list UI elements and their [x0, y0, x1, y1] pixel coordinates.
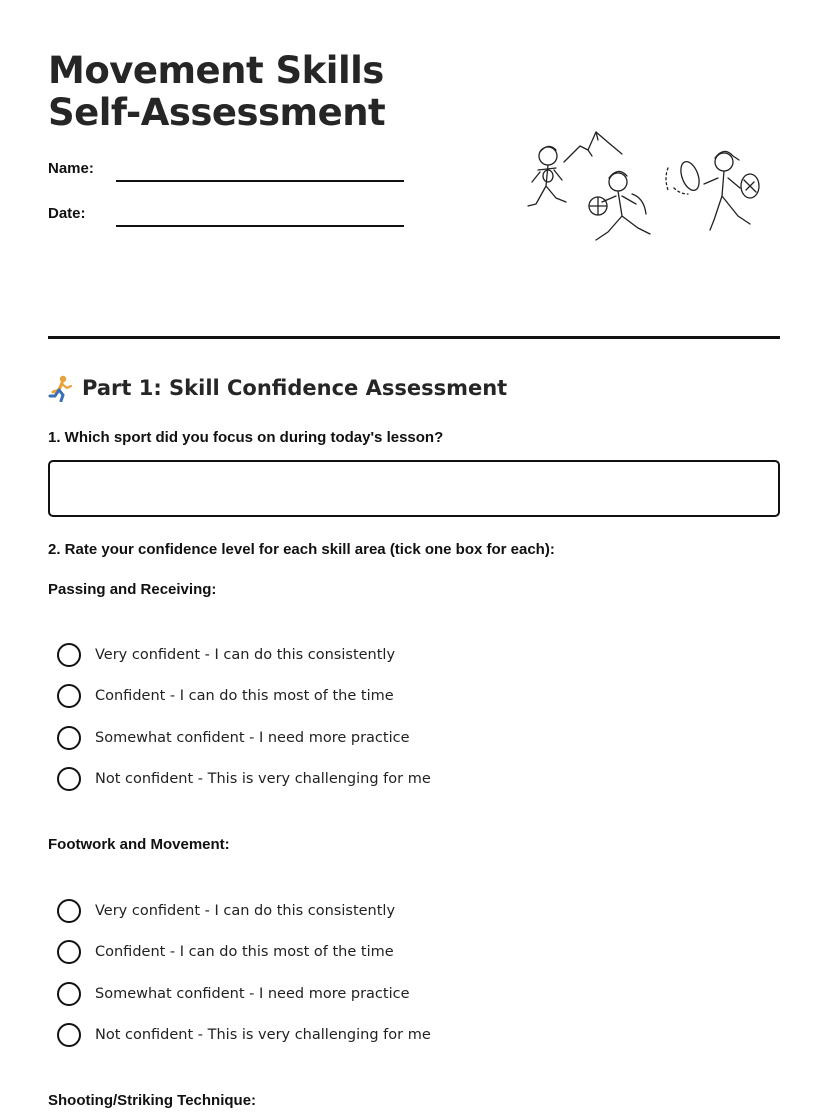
- option-footwork-confident[interactable]: [57, 940, 394, 964]
- option-passing-very-confident[interactable]: [57, 643, 395, 667]
- option-passing-confident[interactable]: [57, 684, 394, 708]
- option-footwork-very-confident[interactable]: [57, 899, 395, 923]
- page-title: Movement Skills Self-Assessment: [48, 49, 386, 134]
- name-label: Name:: [48, 160, 94, 177]
- running-person-icon: [48, 374, 74, 402]
- children-playing-sports-illustration: [518, 124, 768, 254]
- question-2: 2. Rate your confidence level for each skill area (tick one box for each):: [48, 541, 555, 558]
- radio-button[interactable]: [57, 726, 81, 750]
- option-label: Confident - I can do this most of the time: [95, 688, 394, 704]
- option-label: Very confident - I can do this consistently: [95, 903, 396, 919]
- section-divider: [48, 336, 780, 339]
- option-passing-somewhat-confident[interactable]: [57, 726, 410, 750]
- radio-button[interactable]: [57, 643, 81, 667]
- date-label: Date:: [48, 205, 86, 222]
- option-label: Somewhat confident - I need more practice: [95, 730, 410, 746]
- option-label: Not confident - This is very challenging for me: [95, 771, 431, 787]
- option-label: Somewhat confident - I need more practice: [95, 986, 410, 1002]
- radio-button[interactable]: [57, 899, 81, 923]
- sport-answer-field[interactable]: [48, 460, 780, 517]
- option-label: Very confident - I can do this consistently: [95, 647, 396, 663]
- radio-button[interactable]: [57, 684, 81, 708]
- name-field[interactable]: [116, 180, 404, 182]
- radio-button[interactable]: [57, 767, 81, 791]
- group-label-footwork: Footwork and Movement:: [48, 836, 230, 853]
- group-label-passing: Passing and Receiving:: [48, 581, 217, 598]
- part1-heading: [48, 374, 507, 402]
- date-field[interactable]: [116, 225, 404, 227]
- radio-button[interactable]: [57, 940, 81, 964]
- radio-button[interactable]: [57, 1023, 81, 1047]
- option-label: Confident - I can do this most of the time: [95, 944, 394, 960]
- group-label-shooting: Shooting/Striking Technique:: [48, 1092, 257, 1109]
- question-1: 1. Which sport did you focus on during today's lesson?: [48, 429, 444, 446]
- option-footwork-somewhat-confident[interactable]: [57, 982, 410, 1006]
- part1-heading-text: Part 1: Skill Confidence Assessment: [82, 376, 508, 400]
- option-footwork-not-confident[interactable]: [57, 1023, 431, 1047]
- option-label: Not confident - This is very challenging for me: [95, 1027, 431, 1043]
- option-passing-not-confident[interactable]: [57, 767, 431, 791]
- radio-button[interactable]: [57, 982, 81, 1006]
